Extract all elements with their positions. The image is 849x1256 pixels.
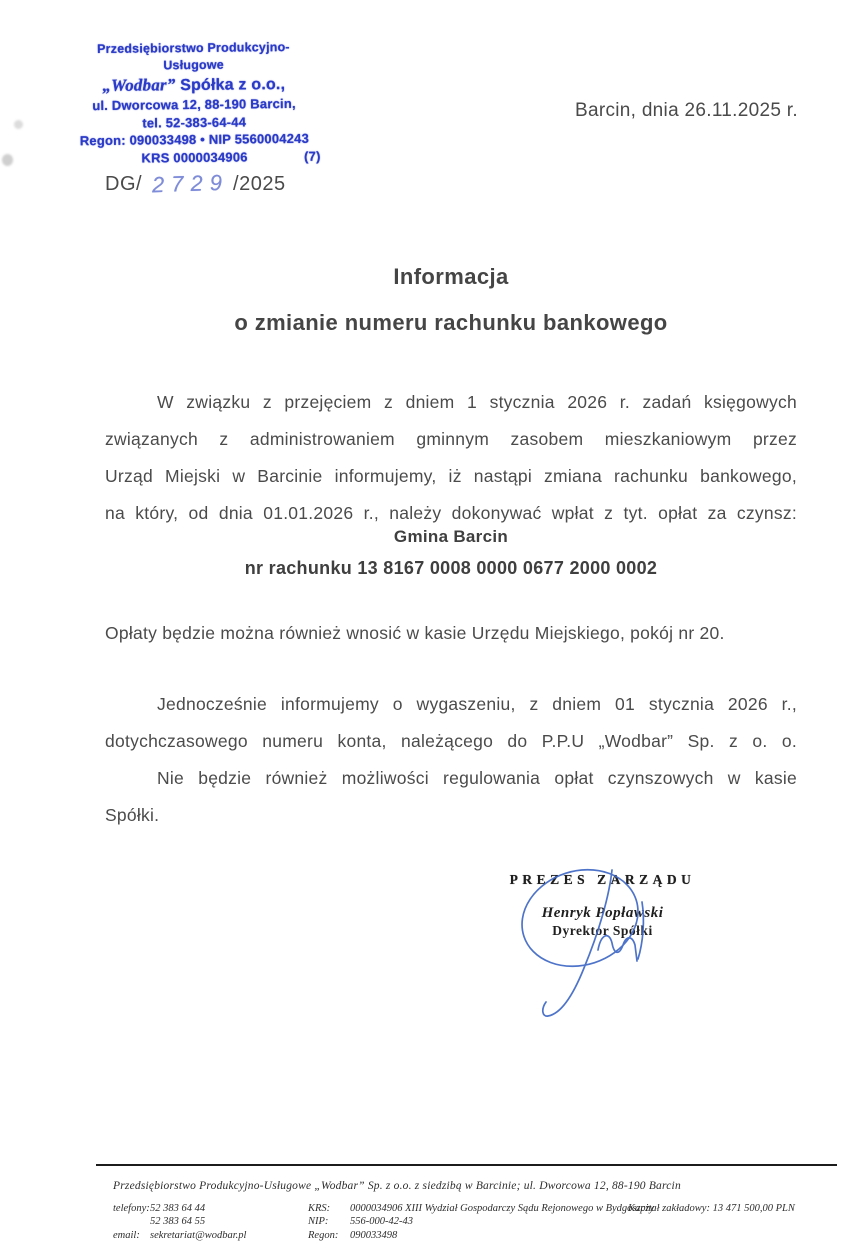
reference-number (105, 170, 286, 196)
stamp-company-name: Przedsiębiorstwo Produkcyjno-Usługowe (97, 39, 290, 73)
footer-capital: Kapitał zakładowy: 13 471 500,00 PLN (628, 1203, 795, 1214)
account-number-line: nr rachunku 13 8167 0008 0000 0677 2000 0002 (244, 558, 658, 578)
date-line: Barcin, dnia 26.11.2025 r. (575, 100, 798, 121)
footer-phone-2: 52 383 64 55 (150, 1216, 206, 1227)
stamp-regon-nip: Regon: 090033498 • NIP 5560004243 (79, 130, 310, 149)
reference-prefix: DG/ (105, 173, 143, 195)
paragraph-line: dotychczasowego numeru konta, należącego do P.P.U „Wodbar” Sp. z o. o. (105, 731, 797, 751)
signature-block (505, 872, 700, 939)
paragraph-line: Nie będzie również możliwości regulowania opłat czynszowych w kasie (157, 768, 797, 788)
payee-name: Gmina Barcin (393, 527, 509, 546)
paragraph-line: Urząd Miejski w Barcinie informujemy, iż nastąpi zmiana rachunku bankowego, (105, 466, 797, 486)
document-title: Informacja (393, 264, 509, 289)
handwritten-number: 2729 (151, 169, 230, 198)
stamp-krs (70, 147, 321, 167)
company-ink-stamp (69, 39, 321, 168)
paragraph-intro (105, 384, 797, 532)
stamp-company-legal-name (70, 73, 318, 98)
paragraph-line: Jednocześnie informujemy o wygaszeniu, z dniem 01 stycznia 2026 r., (157, 694, 797, 714)
reference-suffix: /2025 (233, 173, 286, 195)
paragraph-line: Spółki. (105, 805, 160, 825)
footer-phone-1: 52 383 64 44 (150, 1203, 206, 1214)
scan-speck (2, 154, 13, 166)
stamp-address: ul. Dworcowa 12, 88-190 Barcin, (92, 95, 296, 114)
stamp-brand-name: „Wodbar” (102, 75, 176, 95)
document-subtitle: o zmianie numeru rachunku bankowego (234, 310, 668, 335)
stamp-krs-note: (7) (303, 148, 321, 164)
footer-krs-value: 0000034906 XIII Wydział Gospodarczy Sądu Rejonowego w Bydgoszczy (350, 1203, 654, 1214)
footer-regon-value: 090033498 (350, 1230, 398, 1241)
footer-nip-label: NIP: (308, 1216, 329, 1227)
prezes-stamp-title: PREZES ZARZĄDU (509, 872, 696, 887)
footer-regon-label: Regon: (308, 1230, 339, 1241)
footer-divider (96, 1164, 837, 1166)
paragraph-line: W związku z przejęciem z dniem 1 stycznia 2026 r. zadań księgowych (157, 392, 797, 412)
scan-speck (14, 120, 23, 129)
footer-phones-label: telefony: (113, 1203, 150, 1214)
stamp-phone: tel. 52-383-64-44 (142, 113, 247, 131)
footer-email: sekretariat@wodbar.pl (150, 1230, 247, 1241)
signer-name: Henryk Popławski (541, 905, 664, 921)
stamp-legal-suffix: Spółka z o.o., (175, 76, 286, 95)
signer-role: Dyrektor Spółki (552, 923, 653, 938)
paragraph-line: związanych z administrowaniem gminnym zasobem mieszkaniowym przez (105, 429, 797, 449)
paragraph-line: na który, od dnia 01.01.2026 r., należy dokonywać wpłat z tyt. opłat za czynsz: (105, 503, 797, 523)
paragraph-cash-desk (105, 760, 797, 834)
cash-payment-note: Opłaty będzie można również wnosić w kasie Urzędu Miejskiego, pokój nr 20. (105, 623, 725, 643)
footer-krs-label: KRS: (308, 1203, 331, 1214)
paragraph-closure (105, 686, 797, 760)
footer-nip-value: 556-000-42-43 (350, 1216, 413, 1227)
stamp-krs-number: KRS 0000034906 (141, 148, 248, 166)
footer-company-line: Przedsiębiorstwo Produkcyjno-Usługowe „Wodbar” Sp. z o.o. z siedzibą w Barcinie; ul. Dworcowa 12, 88-190 Barcin (113, 1180, 681, 1192)
footer-email-label: email: (113, 1230, 140, 1241)
